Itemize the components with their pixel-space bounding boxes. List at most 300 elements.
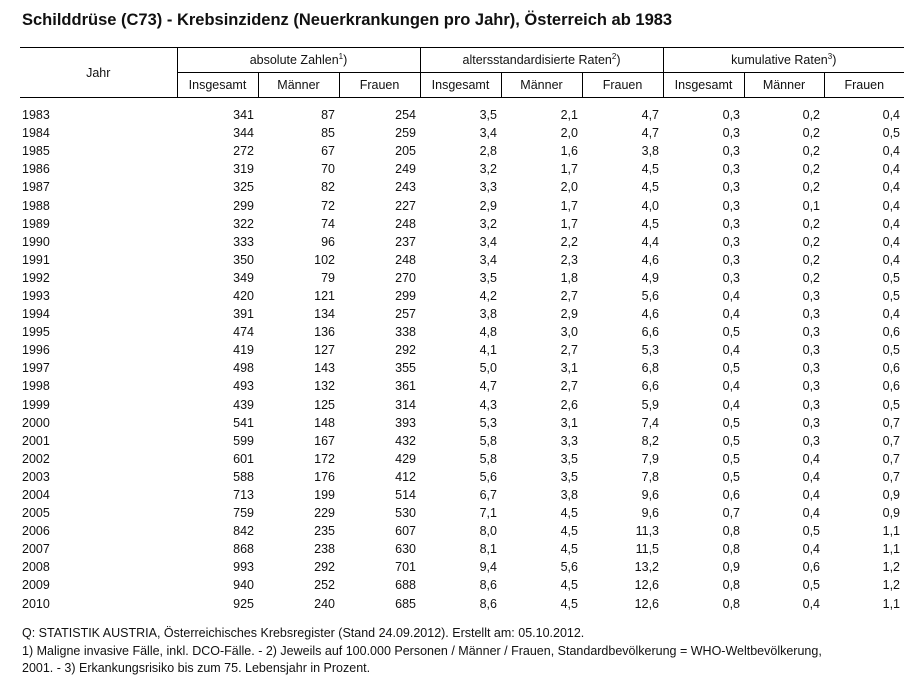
value-cell: 3,4 xyxy=(479,252,497,267)
value-cell: 12,6 xyxy=(634,596,660,611)
value-cell: 0,4 xyxy=(882,234,901,249)
value-cell: 67 xyxy=(321,144,335,159)
value-cell: 0,2 xyxy=(802,270,821,285)
value-cell: 493 xyxy=(233,379,254,394)
header-sub: Insgesamt xyxy=(177,73,258,98)
table-row xyxy=(20,305,904,323)
year-cell: 1984 xyxy=(22,126,50,141)
value-cell: 0,2 xyxy=(802,144,821,159)
value-cell: 3,8 xyxy=(641,144,660,159)
table-row xyxy=(20,142,904,160)
table-row xyxy=(20,377,904,395)
value-cell: 0,4 xyxy=(882,180,901,195)
value-cell: 1,1 xyxy=(882,596,901,611)
value-cell: 227 xyxy=(395,198,416,213)
year-cell: 1996 xyxy=(22,343,50,358)
value-cell: 0,8 xyxy=(722,596,741,611)
year-cell: 1985 xyxy=(22,144,50,159)
header-group-age-standardized: altersstandardisierte Raten$^2$) xyxy=(420,48,663,73)
value-cell: 4,9 xyxy=(641,270,660,285)
value-cell: 0,3 xyxy=(802,288,821,303)
table-body xyxy=(20,98,904,613)
value-cell: 2,8 xyxy=(479,144,497,159)
value-cell: 0,4 xyxy=(722,288,741,303)
value-cell: 322 xyxy=(233,216,254,231)
value-cell: 132 xyxy=(314,379,335,394)
value-cell: 5,6 xyxy=(479,469,497,484)
value-cell: 237 xyxy=(395,234,416,249)
year-cell: 1990 xyxy=(22,234,50,249)
year-cell: 1999 xyxy=(22,397,50,412)
value-cell: 2,9 xyxy=(560,307,578,322)
value-cell: 842 xyxy=(233,524,254,539)
value-cell: 0,5 xyxy=(802,578,821,593)
value-cell: 940 xyxy=(233,578,254,593)
value-cell: 1,7 xyxy=(560,216,578,231)
value-cell: 0,3 xyxy=(722,198,741,213)
value-cell: 349 xyxy=(233,270,254,285)
value-cell: 0,4 xyxy=(722,379,741,394)
header-sub: Frauen xyxy=(582,73,663,98)
value-cell: 1,2 xyxy=(882,578,901,593)
value-cell: 4,5 xyxy=(560,596,578,611)
value-cell: 3,2 xyxy=(479,216,497,231)
value-cell: 1,1 xyxy=(882,524,901,539)
table-row xyxy=(20,576,904,594)
value-cell: 4,5 xyxy=(641,216,660,231)
header-sub: Insgesamt xyxy=(663,73,744,98)
year-cell: 2008 xyxy=(22,560,50,575)
value-cell: 8,0 xyxy=(479,524,497,539)
value-cell: 243 xyxy=(395,180,416,195)
value-cell: 292 xyxy=(314,560,335,575)
value-cell: 868 xyxy=(233,542,254,557)
value-cell: 4,7 xyxy=(641,126,660,141)
value-cell: 134 xyxy=(314,307,335,322)
value-cell: 238 xyxy=(314,542,335,557)
value-cell: 393 xyxy=(395,415,416,430)
value-cell: 0,5 xyxy=(882,270,901,285)
value-cell: 172 xyxy=(314,451,335,466)
value-cell: 0,4 xyxy=(882,252,901,267)
value-cell: 74 xyxy=(321,216,335,231)
value-cell: 4,1 xyxy=(479,343,497,358)
value-cell: 2,1 xyxy=(560,108,578,123)
value-cell: 0,6 xyxy=(882,379,901,394)
value-cell: 688 xyxy=(395,578,416,593)
value-cell: 4,7 xyxy=(479,379,497,394)
value-cell: 3,4 xyxy=(479,126,497,141)
footnote-2: 2001. - 3) Erkankungsrisiko bis zum 75. Lebensjahr in Prozent. xyxy=(22,661,371,675)
value-cell: 701 xyxy=(395,560,416,575)
value-cell: 7,9 xyxy=(641,451,660,466)
value-cell: 205 xyxy=(395,144,416,159)
value-cell: 235 xyxy=(314,524,335,539)
value-cell: 12,6 xyxy=(634,578,660,593)
value-cell: 0,3 xyxy=(722,108,741,123)
value-cell: 344 xyxy=(233,126,254,141)
value-cell: 240 xyxy=(314,596,335,611)
value-cell: 1,7 xyxy=(560,198,578,213)
value-cell: 5,3 xyxy=(479,415,497,430)
year-cell: 2010 xyxy=(22,596,50,611)
value-cell: 0,5 xyxy=(722,415,741,430)
year-cell: 1992 xyxy=(22,270,50,285)
value-cell: 3,8 xyxy=(560,488,578,503)
value-cell: 0,3 xyxy=(722,126,741,141)
value-cell: 5,8 xyxy=(479,433,497,448)
value-cell: 6,6 xyxy=(641,325,660,340)
table-row xyxy=(20,215,904,233)
value-cell: 5,0 xyxy=(479,361,497,376)
value-cell: 314 xyxy=(395,397,416,412)
value-cell: 4,5 xyxy=(641,162,660,177)
table-row xyxy=(20,106,904,124)
value-cell: 0,5 xyxy=(882,397,901,412)
year-cell: 2001 xyxy=(22,433,50,448)
header-sub: Frauen xyxy=(824,73,904,98)
value-cell: 0,4 xyxy=(802,596,821,611)
value-cell: 3,1 xyxy=(560,361,578,376)
header-sub: Männer xyxy=(501,73,582,98)
year-cell: 2009 xyxy=(22,578,50,593)
value-cell: 0,3 xyxy=(722,270,741,285)
table-row xyxy=(20,251,904,269)
value-cell: 0,8 xyxy=(722,542,741,557)
value-cell: 993 xyxy=(233,560,254,575)
value-cell: 1,2 xyxy=(882,560,901,575)
value-cell: 127 xyxy=(314,343,335,358)
year-cell: 2002 xyxy=(22,451,50,466)
value-cell: 0,4 xyxy=(802,488,821,503)
value-cell: 333 xyxy=(233,234,254,249)
value-cell: 601 xyxy=(233,451,254,466)
value-cell: 229 xyxy=(314,506,335,521)
value-cell: 257 xyxy=(395,307,416,322)
value-cell: 3,0 xyxy=(560,325,578,340)
value-cell: 0,3 xyxy=(722,144,741,159)
table-row xyxy=(20,341,904,359)
value-cell: 0,7 xyxy=(882,433,901,448)
footnote-1: 1) Maligne invasive Fälle, inkl. DCO-Fälle. - 2) Jeweils auf 100.000 Personen / Männer / Frauen, Standardbevölkerung = WHO-Weltbevölkerung, xyxy=(22,643,822,658)
value-cell: 125 xyxy=(314,397,335,412)
value-cell: 0,7 xyxy=(882,451,901,466)
table-row xyxy=(20,595,904,613)
year-cell: 1995 xyxy=(22,325,50,340)
value-cell: 70 xyxy=(321,162,335,177)
value-cell: 0,4 xyxy=(802,469,821,484)
value-cell: 6,7 xyxy=(479,488,497,503)
value-cell: 87 xyxy=(321,108,335,123)
value-cell: 0,9 xyxy=(882,506,901,521)
value-cell: 9,4 xyxy=(479,560,497,575)
value-cell: 0,3 xyxy=(802,361,821,376)
table-row xyxy=(20,468,904,486)
value-cell: 2,7 xyxy=(560,379,578,394)
value-cell: 0,4 xyxy=(882,144,901,159)
value-cell: 925 xyxy=(233,596,254,611)
year-cell: 2007 xyxy=(22,542,50,557)
value-cell: 3,5 xyxy=(560,469,578,484)
value-cell: 412 xyxy=(395,469,416,484)
value-cell: 391 xyxy=(233,307,254,322)
value-cell: 0,2 xyxy=(802,162,821,177)
value-cell: 136 xyxy=(314,325,335,340)
value-cell: 0,9 xyxy=(882,488,901,503)
source-note: Q: STATISTIK AUSTRIA, Österreichisches Krebsregister (Stand 24.09.2012). Erstellt am: 05.10.2012. xyxy=(22,626,585,640)
table-row xyxy=(20,160,904,178)
year-cell: 2005 xyxy=(22,506,50,521)
header-sub: Frauen xyxy=(339,73,420,98)
value-cell: 2,6 xyxy=(560,397,578,412)
table-row xyxy=(20,504,904,522)
value-cell: 79 xyxy=(321,270,335,285)
value-cell: 0,7 xyxy=(722,506,741,521)
year-cell: 1998 xyxy=(22,379,50,394)
value-cell: 1,6 xyxy=(560,144,578,159)
value-cell: 4,2 xyxy=(479,288,497,303)
value-cell: 0,6 xyxy=(802,560,821,575)
value-cell: 102 xyxy=(314,252,335,267)
value-cell: 199 xyxy=(314,488,335,503)
table-row xyxy=(20,178,904,196)
value-cell: 9,6 xyxy=(641,488,660,503)
value-cell: 432 xyxy=(395,433,416,448)
year-cell: 1987 xyxy=(22,180,50,195)
value-cell: 0,6 xyxy=(882,361,901,376)
value-cell: 299 xyxy=(233,198,254,213)
table-row xyxy=(20,396,904,414)
value-cell: 4,5 xyxy=(560,524,578,539)
value-cell: 1,8 xyxy=(560,270,578,285)
value-cell: 0,7 xyxy=(882,469,901,484)
incidence-table xyxy=(20,47,904,613)
table-row xyxy=(20,486,904,504)
value-cell: 4,3 xyxy=(479,397,497,412)
year-cell: 2006 xyxy=(22,524,50,539)
value-cell: 361 xyxy=(395,379,416,394)
value-cell: 8,6 xyxy=(479,596,497,611)
value-cell: 0,2 xyxy=(802,216,821,231)
value-cell: 2,0 xyxy=(560,180,578,195)
table-header xyxy=(20,48,904,98)
value-cell: 0,6 xyxy=(882,325,901,340)
table-row xyxy=(20,269,904,287)
value-cell: 4,8 xyxy=(479,325,497,340)
value-cell: 13,2 xyxy=(634,560,660,575)
value-cell: 0,5 xyxy=(722,469,741,484)
header-sub: Männer xyxy=(258,73,339,98)
value-cell: 439 xyxy=(233,397,254,412)
value-cell: 272 xyxy=(233,144,254,159)
value-cell: 292 xyxy=(395,343,416,358)
value-cell: 0,3 xyxy=(802,415,821,430)
value-cell: 0,4 xyxy=(722,397,741,412)
value-cell: 419 xyxy=(233,343,254,358)
value-cell: 3,1 xyxy=(560,415,578,430)
value-cell: 0,5 xyxy=(882,126,901,141)
table-row xyxy=(20,196,904,214)
value-cell: 4,5 xyxy=(560,542,578,557)
value-cell: 11,3 xyxy=(635,524,660,539)
value-cell: 299 xyxy=(395,288,416,303)
value-cell: 4,5 xyxy=(641,180,660,195)
header-group-absolute: absolute Zahlen$^1$) xyxy=(177,48,420,73)
value-cell: 0,3 xyxy=(802,325,821,340)
value-cell: 685 xyxy=(395,596,416,611)
value-cell: 8,6 xyxy=(479,578,497,593)
value-cell: 0,4 xyxy=(802,451,821,466)
year-cell: 1989 xyxy=(22,216,50,231)
value-cell: 4,6 xyxy=(641,252,660,267)
value-cell: 8,1 xyxy=(479,542,497,557)
year-cell: 1991 xyxy=(22,252,50,267)
table-row xyxy=(20,233,904,251)
value-cell: 2,7 xyxy=(560,343,578,358)
value-cell: 249 xyxy=(395,162,416,177)
value-cell: 713 xyxy=(233,488,254,503)
table-row xyxy=(20,414,904,432)
value-cell: 0,3 xyxy=(722,216,741,231)
value-cell: 5,9 xyxy=(641,397,660,412)
value-cell: 599 xyxy=(233,433,254,448)
value-cell: 4,5 xyxy=(560,578,578,593)
value-cell: 0,5 xyxy=(722,451,741,466)
value-cell: 0,3 xyxy=(722,180,741,195)
value-cell: 82 xyxy=(321,180,335,195)
value-cell: 0,5 xyxy=(882,288,901,303)
value-cell: 248 xyxy=(395,252,416,267)
value-cell: 0,3 xyxy=(722,162,741,177)
value-cell: 0,2 xyxy=(802,126,821,141)
value-cell: 252 xyxy=(314,578,335,593)
value-cell: 0,5 xyxy=(722,433,741,448)
year-cell: 1983 xyxy=(22,108,50,123)
value-cell: 5,6 xyxy=(560,560,578,575)
value-cell: 3,5 xyxy=(479,108,497,123)
value-cell: 1,7 xyxy=(560,162,578,177)
value-cell: 0,6 xyxy=(722,488,741,503)
value-cell: 630 xyxy=(395,542,416,557)
value-cell: 0,4 xyxy=(802,542,821,557)
year-cell: 1993 xyxy=(22,288,50,303)
value-cell: 0,4 xyxy=(722,307,741,322)
value-cell: 0,3 xyxy=(722,234,741,249)
table-row xyxy=(20,432,904,450)
value-cell: 3,3 xyxy=(479,180,497,195)
value-cell: 341 xyxy=(233,108,254,123)
value-cell: 4,6 xyxy=(641,307,660,322)
value-cell: 3,3 xyxy=(560,433,578,448)
header-group-cumulative: kumulative Raten$^3$) xyxy=(663,48,904,73)
value-cell: 0,3 xyxy=(722,252,741,267)
value-cell: 0,2 xyxy=(802,252,821,267)
value-cell: 270 xyxy=(395,270,416,285)
value-cell: 0,3 xyxy=(802,343,821,358)
value-cell: 588 xyxy=(233,469,254,484)
value-cell: 3,2 xyxy=(479,162,497,177)
value-cell: 325 xyxy=(233,180,254,195)
value-cell: 0,2 xyxy=(802,234,821,249)
year-cell: 1986 xyxy=(22,162,50,177)
value-cell: 176 xyxy=(314,469,335,484)
table-row xyxy=(20,124,904,142)
value-cell: 5,3 xyxy=(641,343,660,358)
value-cell: 96 xyxy=(321,234,335,249)
table-row xyxy=(20,359,904,377)
value-cell: 248 xyxy=(395,216,416,231)
value-cell: 0,5 xyxy=(722,361,741,376)
value-cell: 0,3 xyxy=(802,397,821,412)
value-cell: 72 xyxy=(321,198,335,213)
page-title: Schilddrüse (C73) - Krebsinzidenz (Neuerkrankungen pro Jahr), Österreich ab 1983 xyxy=(22,11,673,29)
value-cell: 0,4 xyxy=(882,108,901,123)
value-cell: 0,3 xyxy=(802,433,821,448)
header-jahr: Jahr xyxy=(20,48,177,98)
value-cell: 7,1 xyxy=(479,506,497,521)
value-cell: 1,1 xyxy=(882,542,901,557)
value-cell: 6,8 xyxy=(641,361,660,376)
value-cell: 0,9 xyxy=(722,560,741,575)
value-cell: 355 xyxy=(395,361,416,376)
value-cell: 6,6 xyxy=(641,379,660,394)
value-cell: 0,4 xyxy=(802,506,821,521)
value-cell: 0,5 xyxy=(802,524,821,539)
value-cell: 4,5 xyxy=(560,506,578,521)
value-cell: 4,0 xyxy=(641,198,660,213)
year-cell: 2000 xyxy=(22,415,50,430)
header-sub: Insgesamt xyxy=(420,73,501,98)
value-cell: 0,4 xyxy=(882,307,901,322)
table-row xyxy=(20,287,904,305)
value-cell: 5,8 xyxy=(479,451,497,466)
year-cell: 2004 xyxy=(22,488,50,503)
value-cell: 0,3 xyxy=(802,379,821,394)
value-cell: 4,7 xyxy=(641,108,660,123)
value-cell: 3,8 xyxy=(479,307,497,322)
value-cell: 0,5 xyxy=(882,343,901,358)
value-cell: 11,5 xyxy=(635,542,660,557)
value-cell: 350 xyxy=(233,252,254,267)
value-cell: 2,9 xyxy=(479,198,497,213)
value-cell: 338 xyxy=(395,325,416,340)
value-cell: 3,5 xyxy=(479,270,497,285)
year-cell: 1994 xyxy=(22,307,50,322)
value-cell: 0,5 xyxy=(722,325,741,340)
value-cell: 319 xyxy=(233,162,254,177)
value-cell: 0,4 xyxy=(722,343,741,358)
value-cell: 0,8 xyxy=(722,524,741,539)
value-cell: 3,5 xyxy=(560,451,578,466)
header-sub: Männer xyxy=(744,73,824,98)
value-cell: 0,4 xyxy=(882,162,901,177)
table-row xyxy=(20,558,904,576)
value-cell: 2,3 xyxy=(560,252,578,267)
value-cell: 4,4 xyxy=(641,234,660,249)
value-cell: 429 xyxy=(395,451,416,466)
value-cell: 0,1 xyxy=(802,198,821,213)
value-cell: 0,4 xyxy=(882,216,901,231)
value-cell: 121 xyxy=(314,288,335,303)
table-row xyxy=(20,522,904,540)
table-row xyxy=(20,450,904,468)
value-cell: 148 xyxy=(314,415,335,430)
value-cell: 474 xyxy=(233,325,254,340)
value-cell: 2,2 xyxy=(560,234,578,249)
footnotes xyxy=(22,625,822,678)
value-cell: 0,3 xyxy=(802,307,821,322)
value-cell: 8,2 xyxy=(641,433,660,448)
